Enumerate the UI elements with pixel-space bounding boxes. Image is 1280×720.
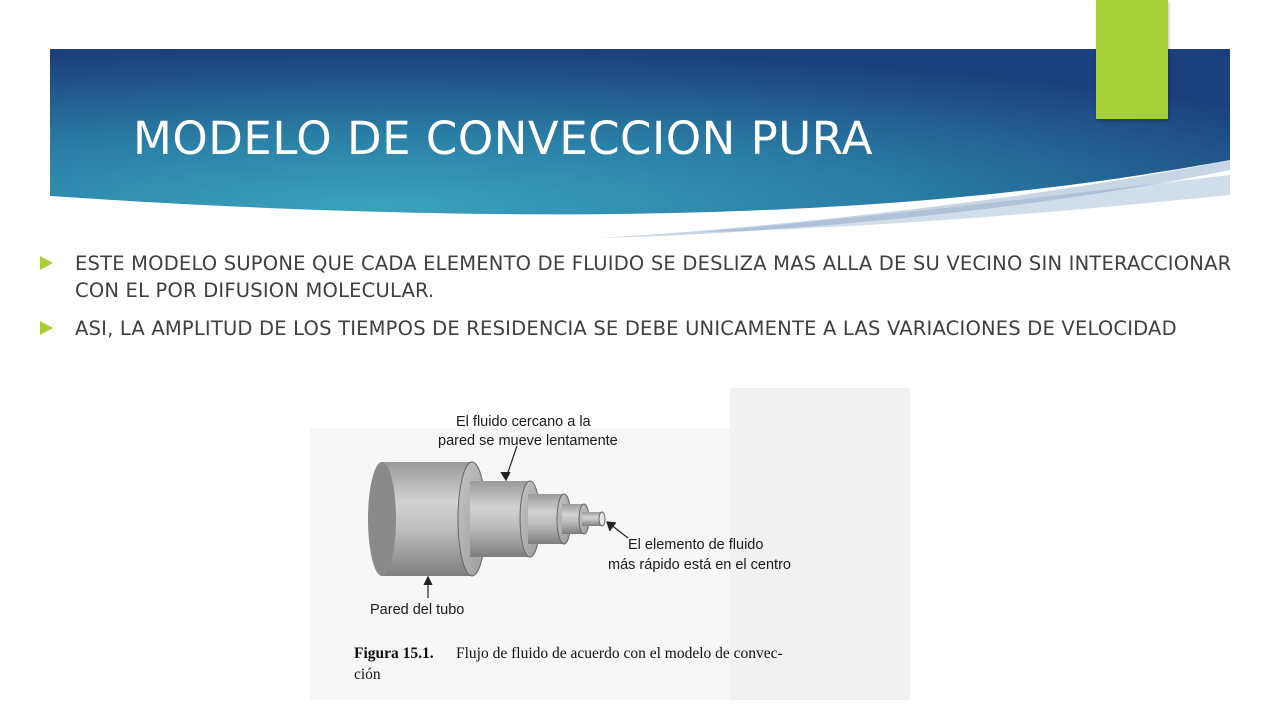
slide-title: MODELO DE CONVECCION PURA (133, 112, 873, 165)
bullet-text: ASI, LA AMPLITUD DE LOS TIEMPOS DE RESIDENCIA SE DEBE UNICAMENTE A LAS VARIACIONES DE VELOCIDAD (75, 317, 1177, 340)
label-tube-wall: Pared del tubo (370, 602, 465, 618)
label-wall-slow-line2: pared se mueve lentamente (438, 433, 618, 449)
label-center-fast-line1: El elemento de fluido (628, 537, 764, 553)
bullet-item (38, 250, 1238, 304)
bullet-list (38, 250, 1238, 353)
arrow-right-icon (38, 255, 55, 271)
label-wall-slow-line1: El fluido cercano a la (456, 414, 591, 430)
arrow-right-icon (38, 320, 55, 336)
bullet-item (38, 315, 1238, 342)
fluid-center-element (582, 512, 605, 526)
figure-caption-text-2: ción (354, 666, 381, 683)
convection-model-figure (310, 388, 910, 700)
bullet-text: ESTE MODELO SUPONE QUE CADA ELEMENTO DE FLUIDO SE DESLIZA MAS ALLA DE SU VECINO SIN INTERACCIONAR CON EL POR DIFUSION MOLECULAR. (75, 252, 1232, 302)
tube-outer-layer (368, 462, 486, 576)
figure-caption-text-1: Flujo de fluido de acuerdo con el modelo de convec- (456, 645, 783, 662)
label-center-fast-line2: más rápido está en el centro (608, 557, 791, 573)
accent-tab (1096, 0, 1168, 119)
figure-caption-label: Figura 15.1. (354, 645, 434, 662)
